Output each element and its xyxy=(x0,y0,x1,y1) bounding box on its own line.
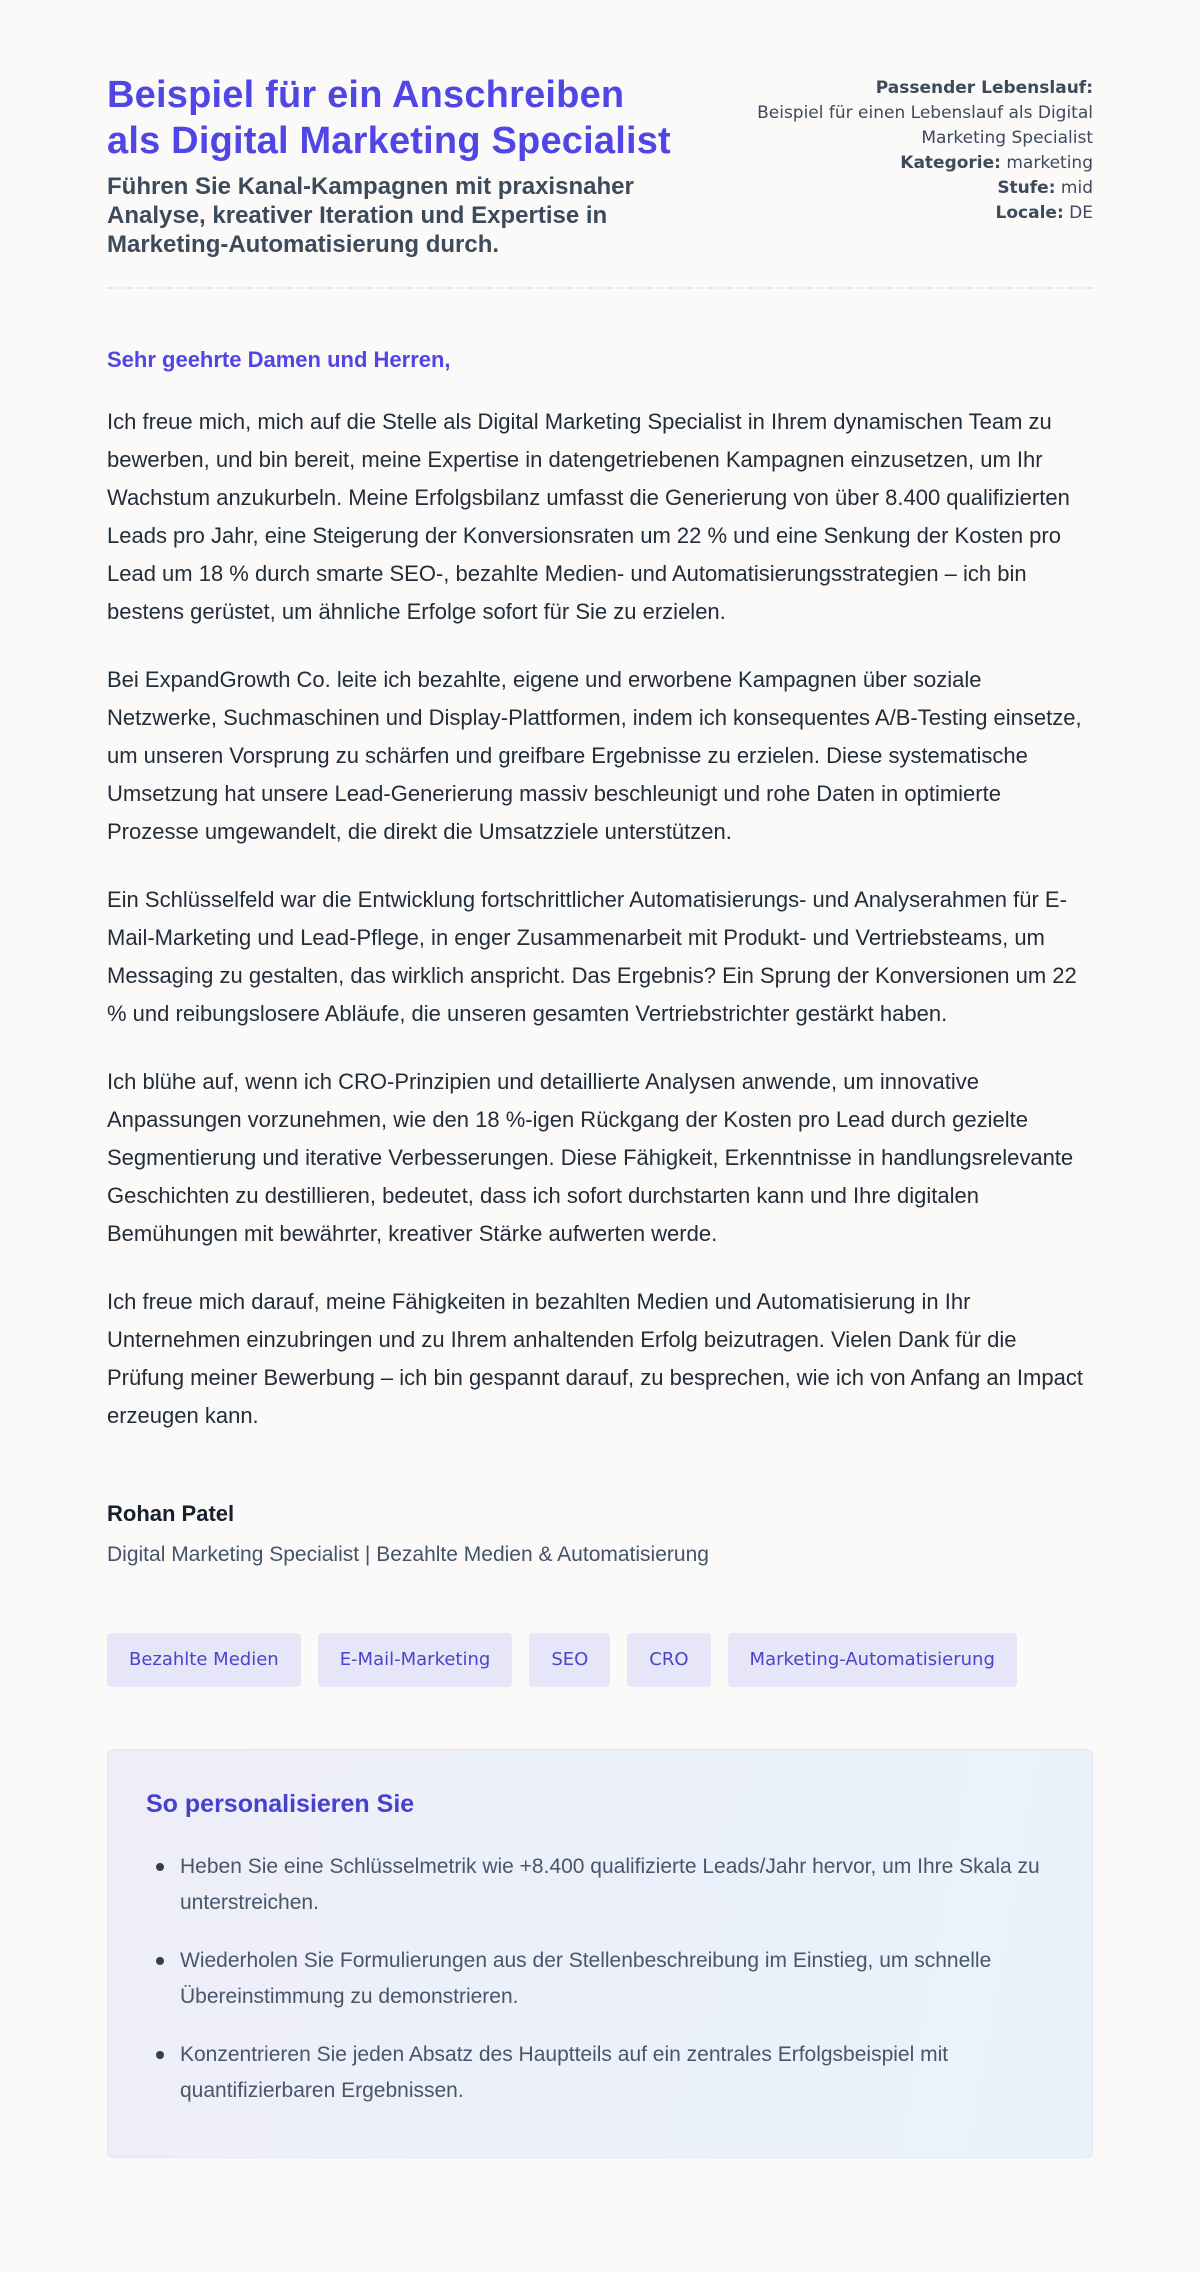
level-label: Stufe: xyxy=(997,178,1056,198)
tip-text: Heben Sie eine Schlüsselmetrik wie +8.400 qualifizierte Leads/Jahr hervor, um Ihre Skala zu unterstreichen. xyxy=(180,1855,1040,1914)
tag-chip[interactable]: E-Mail-Marketing xyxy=(318,1633,513,1687)
content-column xyxy=(107,0,1093,2158)
category-value: marketing xyxy=(1006,153,1093,173)
matching-resume-label: Passender Lebenslauf: xyxy=(875,78,1093,98)
tip-text: Wiederholen Sie Formulierungen aus der Stellenbeschreibung im Einstieg, um schnelle Übereinstimmung zu demonstrieren. xyxy=(180,1949,992,2008)
tags-row xyxy=(107,1633,1093,1687)
signature-title: Digital Marketing Specialist | Bezahlte Medien & Automatisierung xyxy=(107,1543,709,1566)
level-value: mid xyxy=(1060,178,1093,198)
tip-text: Konzentrieren Sie jeden Absatz des Hauptteils auf ein zentrales Erfolgsbeispiel mit quantifizierbaren Ergebnissen. xyxy=(180,2043,949,2102)
signature-name: Rohan Patel xyxy=(107,1501,235,1526)
header xyxy=(107,72,1093,259)
page-title: Beispiel für ein Anschreiben als Digital Marketing Specialist xyxy=(107,74,671,162)
category-label: Kategorie: xyxy=(900,153,1001,173)
tip-item xyxy=(146,1943,1054,2015)
header-left xyxy=(107,72,687,259)
tag-chip[interactable]: CRO xyxy=(627,1633,710,1687)
tag-chip[interactable]: Bezahlte Medien xyxy=(107,1633,301,1687)
letter-paragraph: Ich blühe auf, wenn ich CRO-Prinzipien und detaillierte Analysen anwende, um innovative Anpassungen vorzunehmen, wie den 18 %-igen Rückgang der Kosten pro Lead durch gezielte Segmentierung und iterative Verbesserungen. Diese Fähigkeit, Erkenntnisse in handlungsrelevante Geschichten zu destillieren, bedeutet, dass ich sofort durchstarten kann und Ihre digitalen Bemühungen mit bewährter, kreativer Stärke aufwerten werde. xyxy=(107,1069,1074,1246)
level-row xyxy=(743,176,1093,201)
tips-box xyxy=(107,1749,1093,2158)
tips-list xyxy=(146,1849,1054,2109)
tip-item xyxy=(146,1849,1054,1921)
dashed-divider xyxy=(107,287,1093,289)
bullet-dot-icon xyxy=(156,1957,164,1965)
letter-paragraph: Ein Schlüsselfeld war die Entwicklung fortschrittlicher Automatisierungs- und Analyserahmen für E-Mail-Marketing und Lead-Pflege, in enger Zusammenarbeit mit Produkt- und Vertriebsteams, um Messaging zu gestalten, das wirklich anspricht. Das Ergebnis? Ein Sprung der Konversionen um 22 % und reibungslosere Abläufe, die unseren gesamten Vertriebstrichter gestärkt haben. xyxy=(107,887,1077,1026)
tag-chip[interactable]: Marketing-Automatisierung xyxy=(728,1633,1017,1687)
bullet-dot-icon xyxy=(156,1863,164,1871)
tag-chip[interactable]: SEO xyxy=(529,1633,610,1687)
header-meta xyxy=(743,72,1093,226)
bullet-dot-icon xyxy=(156,2051,164,2059)
page-subtitle: Führen Sie Kanal-Kampagnen mit praxisnaher Analyse, kreativer Iteration und Expertise in Marketing-Automatisierung durch. xyxy=(107,173,634,258)
locale-row xyxy=(743,201,1093,226)
category-row xyxy=(743,151,1093,176)
tips-heading: So personalisieren Sie xyxy=(146,1790,415,1818)
letter-paragraph: Ich freue mich, mich auf die Stelle als Digital Marketing Specialist in Ihrem dynamischen Team zu bewerben, und bin bereit, meine Expertise in datengetriebenen Kampagnen einzusetzen, um Ihr Wachstum anzukurbeln. Meine Erfolgsbilanz umfasst die Generierung von über 8.400 qualifizierten Leads pro Jahr, eine Steigerung der Konversionsraten um 22 % und eine Senkung der Kosten pro Lead um 18 % durch smarte SEO-, bezahlte Medien- und Automatisierungsstrategien – ich bin bestens gerüstet, um ähnliche Erfolge sofort für Sie zu erzielen. xyxy=(107,409,1070,624)
locale-label: Locale: xyxy=(995,203,1064,223)
tip-item xyxy=(146,2037,1054,2109)
letter-paragraph: Bei ExpandGrowth Co. leite ich bezahlte, eigene und erworbene Kampagnen über soziale Netzwerke, Suchmaschinen und Display-Plattformen, indem ich konsequentes A/B-Testing einsetze, um unseren Vorsprung zu schärfen und greifbare Ergebnisse zu erzielen. Diese systematische Umsetzung hat unsere Lead-Generierung massiv beschleunigt und rohe Daten in optimierte Prozesse umgewandelt, die direkt die Umsatzziele unterstützen. xyxy=(107,667,1082,844)
greeting: Sehr geehrte Damen und Herren, xyxy=(107,347,451,372)
locale-value: DE xyxy=(1069,203,1093,223)
matching-resume-value: Beispiel für einen Lebenslauf als Digital Marketing Specialist xyxy=(757,103,1093,148)
letter-paragraph: Ich freue mich darauf, meine Fähigkeiten in bezahlten Medien und Automatisierung in Ihr Unternehmen einzubringen und zu Ihrem anhaltenden Erfolg beizutragen. Vielen Dank für die Prüfung meiner Bewerbung – ich bin gespannt darauf, zu besprechen, wie ich von Anfang an Impact erzeugen kann. xyxy=(107,1289,1083,1428)
